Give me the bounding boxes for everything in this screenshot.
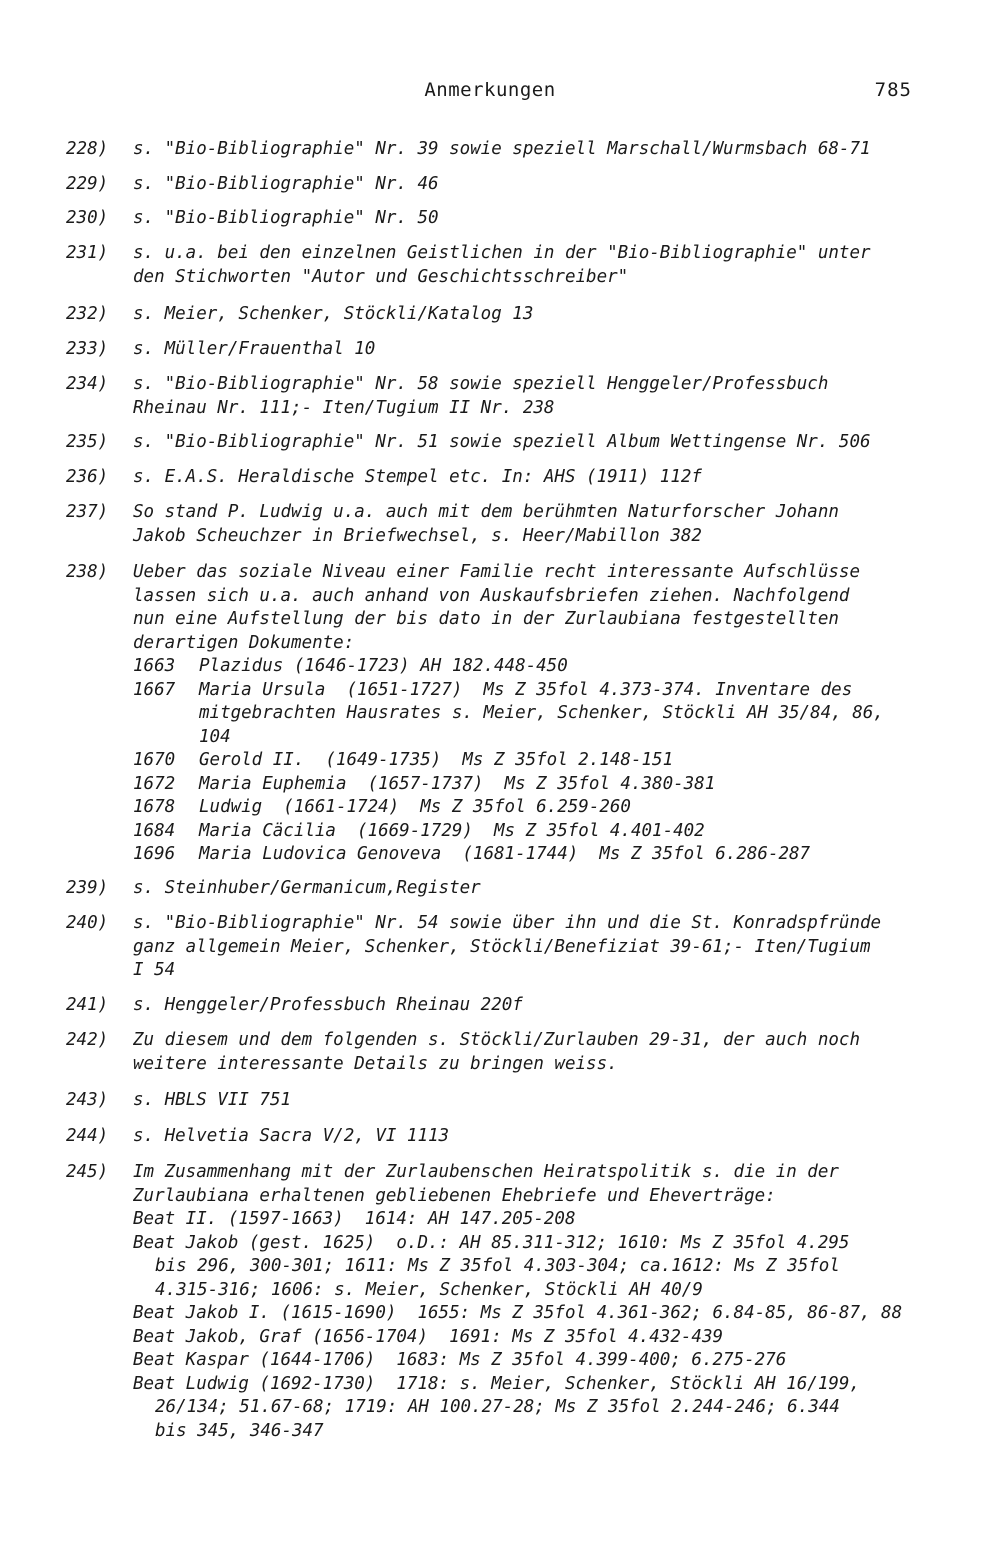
endnote-line: s. Meier, Schenker, Stöckli/Katalog 13 bbox=[133, 304, 534, 324]
endnote-text bbox=[133, 912, 926, 983]
endnote-line: s. "Bio-Bibliographie" Nr. 39 sowie speziell Marschall/Wurmsbach 68-71 bbox=[133, 139, 871, 159]
endnote-text bbox=[133, 1125, 926, 1149]
endnote-number: 235) bbox=[66, 432, 109, 452]
endnote-line: s. "Bio-Bibliographie" Nr. 58 sowie speziell Henggeler/Professbuch bbox=[133, 374, 829, 394]
endnote-line: ganz allgemein Meier, Schenker, Stöckli/Benefiziat 39-61;- Iten/Tugium bbox=[133, 936, 871, 957]
endnote bbox=[66, 877, 926, 901]
entry-line: 4.315-316; 1606: s. Meier, Schenker, Stöckli AH 40/9 bbox=[155, 1279, 703, 1300]
endnote-line: Zu diesem und dem folgenden s. Stöckli/Zurlauben 29-31, der auch noch bbox=[133, 1030, 860, 1050]
endnote-text bbox=[133, 1029, 926, 1076]
endnote-line: derartigen Dokumente: bbox=[133, 632, 355, 653]
endnote-line: I 54 bbox=[133, 960, 176, 980]
endnote-line: s. "Bio-Bibliographie" Nr. 46 bbox=[133, 174, 439, 194]
endnote-line: Jakob Scheuchzer in Briefwechsel, s. Heer/Mabillon 382 bbox=[133, 525, 702, 546]
endnote-number: 233) bbox=[66, 339, 109, 359]
page-number: 785 bbox=[874, 79, 912, 101]
endnote bbox=[66, 501, 926, 548]
endnote-text bbox=[133, 501, 926, 548]
endnote-line: s. "Bio-Bibliographie" Nr. 50 bbox=[133, 208, 439, 228]
entry-line: Beat Jakob (gest. 1625) o.D.: AH 85.311-312; 1610: Ms Z 35fol 4.295 bbox=[133, 1232, 850, 1253]
endnote bbox=[66, 466, 926, 490]
document-list-row bbox=[133, 820, 926, 844]
endnote-line: weitere interessante Details zu bringen weiss. bbox=[133, 1053, 618, 1074]
entry-line: Beat II. (1597-1663) 1614: AH 147.205-208 bbox=[133, 1209, 576, 1229]
endnote-line: s. u.a. bei den einzelnen Geistlichen in der "Bio-Bibliographie" unter bbox=[133, 243, 871, 263]
endnote-text bbox=[133, 138, 926, 162]
document-list-row bbox=[133, 749, 926, 773]
entry-line: Beat Jakob I. (1615-1690) 1655: Ms Z 35fol 4.361-362; 6.84-85, 86-87, 88 bbox=[133, 1303, 903, 1323]
document-list-row bbox=[133, 843, 926, 867]
endnote-text bbox=[133, 373, 926, 420]
endnote bbox=[66, 1089, 926, 1113]
endnote-text bbox=[133, 173, 926, 197]
document-description: Maria Ludovica Genoveva (1681-1744) Ms Z 35fol 6.286-287 bbox=[199, 844, 811, 864]
endnote bbox=[66, 994, 926, 1018]
endnote-number: 234) bbox=[66, 374, 109, 394]
endnote-line: nun eine Aufstellung der bis dato in der Zurlaubiana festgestellten bbox=[133, 609, 839, 629]
endnote-number: 244) bbox=[66, 1126, 109, 1146]
document-list-row bbox=[133, 773, 926, 797]
endnote bbox=[66, 561, 926, 867]
endnote-text bbox=[133, 338, 926, 362]
endnote bbox=[66, 303, 926, 327]
document-year: 1670 bbox=[133, 750, 176, 770]
marriage-document-entry bbox=[133, 1373, 926, 1444]
entry-line: Beat Kaspar (1644-1706) 1683: Ms Z 35fol 4.399-400; 6.275-276 bbox=[133, 1350, 787, 1370]
endnote bbox=[66, 912, 926, 983]
endnote-number: 228) bbox=[66, 139, 109, 159]
endnote-line: s. "Bio-Bibliographie" Nr. 54 sowie über ihn und die St. Konradspfründe bbox=[133, 913, 882, 933]
endnote-text bbox=[133, 1161, 926, 1443]
document-description: Ludwig (1661-1724) Ms Z 35fol 6.259-260 bbox=[199, 797, 631, 817]
endnote-line: s. Müller/Frauenthal 10 bbox=[133, 339, 376, 359]
entry-line: Beat Ludwig (1692-1730) 1718: s. Meier, Schenker, Stöckli AH 16/199, bbox=[133, 1373, 860, 1394]
endnote-text bbox=[133, 561, 926, 867]
endnote-text bbox=[133, 994, 926, 1018]
endnote bbox=[66, 373, 926, 420]
endnote-number: 245) bbox=[66, 1162, 109, 1182]
document-description: Maria Ursula (1651-1727) Ms Z 35fol 4.373-374. Inventare des bbox=[199, 679, 853, 700]
endnote-line: Ueber das soziale Niveau einer Familie recht interessante Aufschlüsse bbox=[133, 562, 860, 582]
endnote-text bbox=[133, 877, 926, 901]
endnote-line: s. "Bio-Bibliographie" Nr. 51 sowie speziell Album Wettingense Nr. 506 bbox=[133, 432, 871, 452]
endnote-line: So stand P. Ludwig u.a. auch mit dem berühmten Naturforscher Johann bbox=[133, 502, 839, 522]
document-list-row bbox=[133, 655, 926, 679]
endnote-number: 239) bbox=[66, 878, 109, 898]
document-list-row bbox=[133, 679, 926, 750]
endnote-line: s. HBLS VII 751 bbox=[133, 1090, 292, 1110]
document-year: 1678 bbox=[133, 797, 176, 817]
document-year: 1667 bbox=[133, 679, 176, 700]
entry-line: Beat Jakob, Graf (1656-1704) 1691: Ms Z 35fol 4.432-439 bbox=[133, 1326, 724, 1347]
endnote-text bbox=[133, 207, 926, 231]
endnote bbox=[66, 138, 926, 162]
endnote-text bbox=[133, 1089, 926, 1113]
marriage-document-entry bbox=[133, 1349, 926, 1373]
endnote-line: s. Helvetia Sacra V/2, VI 1113 bbox=[133, 1126, 450, 1146]
endnote-number: 243) bbox=[66, 1090, 109, 1110]
document-description: Maria Euphemia (1657-1737) Ms Z 35fol 4.380-381 bbox=[199, 773, 716, 794]
endnote-number: 242) bbox=[66, 1030, 109, 1050]
endnote-line: Rheinau Nr. 111;- Iten/Tugium II Nr. 238 bbox=[133, 397, 555, 418]
endnote-text bbox=[133, 431, 926, 455]
endnote bbox=[66, 207, 926, 231]
endnote-number: 236) bbox=[66, 467, 109, 487]
document-year: 1696 bbox=[133, 844, 176, 864]
endnote-number: 238) bbox=[66, 562, 109, 582]
endnote-number: 230) bbox=[66, 208, 109, 228]
document-year: 1684 bbox=[133, 820, 176, 841]
running-title: Anmerkungen bbox=[424, 79, 556, 101]
endnote bbox=[66, 431, 926, 455]
entry-line: bis 345, 346-347 bbox=[155, 1420, 324, 1441]
endnote-number: 231) bbox=[66, 243, 109, 263]
document-year: 1663 bbox=[133, 656, 176, 676]
document-list-row bbox=[133, 796, 926, 820]
document-year: 1672 bbox=[133, 773, 176, 794]
endnote bbox=[66, 1161, 926, 1443]
endnote bbox=[66, 242, 926, 289]
endnote-line: den Stichworten "Autor und Geschichtsschreiber" bbox=[133, 266, 629, 287]
endnote-text bbox=[133, 242, 926, 289]
entry-line: bis 296, 300-301; 1611: Ms Z 35fol 4.303-304; ca.1612: Ms Z 35fol bbox=[155, 1256, 840, 1276]
endnote-number: 237) bbox=[66, 502, 109, 522]
marriage-document-entry bbox=[133, 1326, 926, 1350]
endnote-number: 241) bbox=[66, 995, 109, 1015]
document-description: Plazidus (1646-1723) AH 182.448-450 bbox=[199, 656, 568, 676]
endnote-number: 232) bbox=[66, 304, 109, 324]
endnote bbox=[66, 1125, 926, 1149]
marriage-document-entry bbox=[133, 1302, 926, 1326]
entry-line: 26/134; 51.67-68; 1719: AH 100.27-28; Ms Z 35fol 2.244-246; 6.344 bbox=[155, 1397, 840, 1417]
endnote-line: s. E.A.S. Heraldische Stempel etc. In: AHS (1911) 112f bbox=[133, 467, 702, 487]
endnote-text bbox=[133, 303, 926, 327]
endnote-line: lassen sich u.a. auch anhand von Auskaufsbriefen ziehen. Nachfolgend bbox=[133, 585, 850, 606]
endnote-number: 240) bbox=[66, 913, 109, 933]
endnote-line: Zurlaubiana erhaltenen gebliebenen Ehebriefe und Eheverträge: bbox=[133, 1185, 776, 1206]
document-description-continued: 104 bbox=[199, 726, 231, 747]
endnote-line: s. Henggeler/Professbuch Rheinau 220f bbox=[133, 995, 523, 1015]
marriage-document-entry bbox=[133, 1232, 926, 1303]
endnote-line: Im Zusammenhang mit der Zurlaubenschen Heiratspolitik s. die in der bbox=[133, 1162, 839, 1182]
document-description: Gerold II. (1649-1735) Ms Z 35fol 2.148-151 bbox=[199, 750, 674, 770]
document-description: Maria Cäcilia (1669-1729) Ms Z 35fol 4.401-402 bbox=[199, 820, 705, 841]
endnote-text bbox=[133, 466, 926, 490]
endnote bbox=[66, 173, 926, 197]
endnote-line: s. Steinhuber/Germanicum,Register bbox=[133, 878, 481, 898]
endnote bbox=[66, 338, 926, 362]
endnote-number: 229) bbox=[66, 174, 109, 194]
endnote bbox=[66, 1029, 926, 1076]
document-description-continued: mitgebrachten Hausrates s. Meier, Schenker, Stöckli AH 35/84, 86, bbox=[199, 703, 884, 723]
marriage-document-entry bbox=[133, 1208, 926, 1232]
